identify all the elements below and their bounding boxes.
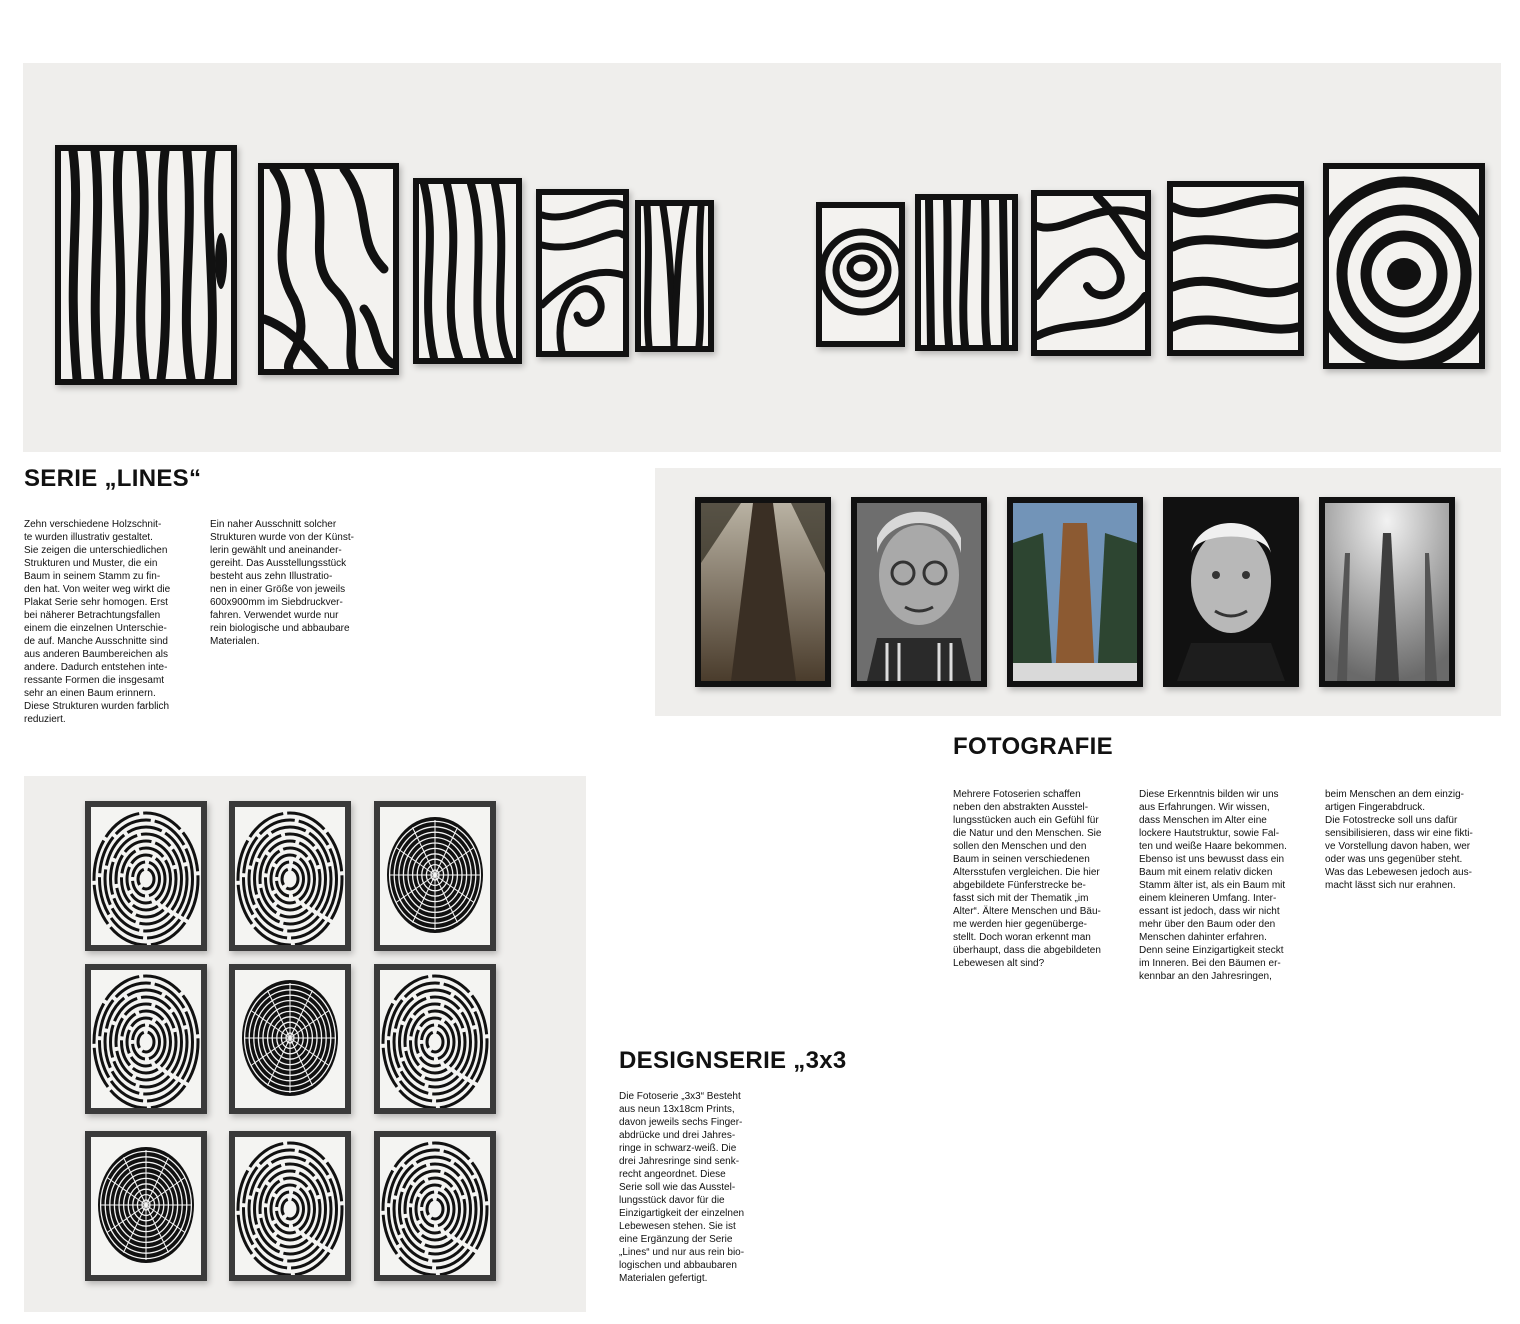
woodcut-print-2 [258, 163, 399, 375]
text-line: einem kleineren Umfang. Inter- [1139, 893, 1277, 904]
text-line: oder was uns gegenüber steht. [1325, 854, 1463, 865]
text-line: abdrücke und drei Jahres- [619, 1130, 736, 1141]
text-line: lungsstück davor für die [619, 1195, 725, 1206]
text-line: bei näherer Betrachtungsfallen [24, 610, 161, 621]
text-line: davon jeweils sechs Finger- [619, 1117, 743, 1128]
text-line: macht lässt sich nur erahnen. [1325, 880, 1456, 891]
text-line: te wurden illustrativ gestaltet. [24, 532, 153, 543]
woodcut-print-3 [413, 178, 522, 364]
text-line: überhaupt, dass die abgebildeten [953, 945, 1101, 956]
text-line: lerin gewählt und aneinander- [210, 545, 342, 556]
woodcut-print-4 [536, 189, 629, 357]
text-line: Alter“. Ältere Menschen und Bäu- [953, 906, 1101, 917]
photo-elderly-man [1163, 497, 1299, 687]
text-line: recht angeordnet. Diese [619, 1169, 726, 1180]
woodcut-print-6 [816, 202, 905, 347]
text-line: ringe in schwarz-weiß. Die [619, 1143, 737, 1154]
text-line: fahren. Verwendet wurde nur [210, 610, 339, 621]
tree-rings-print [374, 801, 496, 951]
text-line: Stamm älter ist, als ein Baum mit [1139, 880, 1286, 891]
text-line: de auf. Manche Ausschnitte sind [24, 636, 168, 647]
text-line: Strukturen wurde von der Künst- [210, 532, 354, 543]
fingerprint-print [374, 1131, 496, 1281]
text-line: rein biologische und abbaubare [210, 623, 350, 634]
foto-text-column-1 [953, 788, 1135, 970]
text-line: Zehn verschiedene Holzschnit- [24, 519, 162, 530]
tree-rings-print [229, 964, 351, 1114]
lines-wall-image [23, 63, 1501, 452]
photo-tree [695, 497, 831, 687]
text-line: aus Erfahrungen. Wir wissen, [1139, 802, 1270, 813]
text-line: besteht aus zehn Illustratio- [210, 571, 333, 582]
text-line: eine Ergänzung der Serie [619, 1234, 733, 1245]
text-line: ressante Formen die insgesamt [24, 675, 165, 686]
text-line: lungsstücken auch ein Gefühl für [953, 815, 1099, 826]
text-line: lockere Hautstruktur, sowie Fal- [1139, 828, 1280, 839]
foto-section-title: FOTOGRAFIE [953, 733, 1113, 760]
text-line: sollen den Menschen und den [953, 841, 1087, 852]
fingerprint-print [229, 801, 351, 951]
fingerprint-print [85, 964, 207, 1114]
photo-foggy-forest [1319, 497, 1455, 687]
design-section-title: DESIGNSERIE „3x3 [619, 1047, 847, 1074]
text-line: Die Fotostrecke soll uns dafür [1325, 815, 1458, 826]
fingerprint-print [374, 964, 496, 1114]
text-line: kennbar an den Jahresringen, [1139, 971, 1272, 982]
text-line: 600x900mm im Siebdruckver- [210, 597, 343, 608]
fingerprint-print [229, 1131, 351, 1281]
text-line: die Natur und den Menschen. Sie [953, 828, 1102, 839]
text-line: „Lines“ und nur aus rein bio- [619, 1247, 745, 1258]
text-line: Lebewesen stehen. Sie ist [619, 1221, 736, 1232]
text-line: ten und weiße Haare bekommen. [1139, 841, 1287, 852]
text-line: Plakat Serie sehr homogen. Erst [24, 597, 168, 608]
photo-wall-image [655, 468, 1501, 716]
text-line: im Inneren. Bei den Bäumen er- [1139, 958, 1281, 969]
text-line: Diese Erkenntnis bilden wir uns [1139, 789, 1279, 800]
text-line: reduziert. [24, 714, 66, 725]
text-line: Altersstufen vergleichen. Die hier [953, 867, 1100, 878]
woodcut-print-1 [55, 145, 237, 385]
text-line: ve Vorstellung davon haben, wer [1325, 841, 1471, 852]
text-line: Serie soll wie das Ausstel- [619, 1182, 736, 1193]
woodcut-print-9 [1167, 181, 1304, 356]
text-line: Diese Strukturen wurden farblich [24, 701, 170, 712]
text-line: Baum in seinem Stamm zu fin- [24, 571, 161, 582]
text-line: Baum mit einem relativ dicken [1139, 867, 1273, 878]
text-line: einem die einzelnen Unterschie- [24, 623, 167, 634]
text-line: essant ist jedoch, dass wir nicht [1139, 906, 1280, 917]
text-line: Baum in seinen verschiedenen [953, 854, 1090, 865]
text-line: me werden hier gegenüberge- [953, 919, 1087, 930]
fingerprint-print [85, 801, 207, 951]
text-line: sehr an einen Baum erinnern. [24, 688, 156, 699]
woodcut-print-7 [915, 194, 1018, 351]
text-line: Menschen dahinter erfahren. [1139, 932, 1267, 943]
photo-elderly-woman [851, 497, 987, 687]
text-line: Mehrere Fotoserien schaffen [953, 789, 1081, 800]
grid-3x3-wall-image [24, 776, 586, 1312]
woodcut-print-5 [635, 200, 714, 352]
text-line: den hat. Von weiter weg wirkt die [24, 584, 171, 595]
text-line: Ein naher Ausschnitt solcher [210, 519, 337, 530]
woodcut-print-8 [1031, 190, 1151, 356]
text-line: fasst sich mit der Thematik „im [953, 893, 1089, 904]
woodcut-print-10 [1323, 163, 1485, 369]
design-text-column [619, 1090, 789, 1285]
text-line: sensibilisieren, dass wir eine fikti- [1325, 828, 1473, 839]
text-line: beim Menschen an dem einzig- [1325, 789, 1464, 800]
text-line: Die Fotoserie „3x3“ Besteht [619, 1091, 741, 1102]
lines-text-column-1 [24, 518, 204, 726]
lines-section-title: SERIE „LINES“ [24, 465, 202, 492]
text-line: Denn seine Einzigartigkeit steckt [1139, 945, 1284, 956]
tree-rings-print [85, 1131, 207, 1281]
text-line: andere. Dadurch entstehen inte- [24, 662, 168, 673]
text-line: dass Menschen im Alter eine [1139, 815, 1267, 826]
text-line: nen in einer Größe von jeweils [210, 584, 346, 595]
photo-sequoia [1007, 497, 1143, 687]
text-line: aus neun 13x18cm Prints, [619, 1104, 735, 1115]
text-line: Sie zeigen die unterschiedlichen [24, 545, 168, 556]
text-line: drei Jahresringe sind senk- [619, 1156, 740, 1167]
text-line: gereiht. Das Ausstellungsstück [210, 558, 347, 569]
foto-text-column-3 [1325, 788, 1507, 892]
text-line: artigen Fingerabdruck. [1325, 802, 1426, 813]
text-line: logischen und abbaubaren [619, 1260, 737, 1271]
text-line: neben den abstrakten Ausstel- [953, 802, 1089, 813]
text-line: mehr über den Baum oder den [1139, 919, 1276, 930]
text-line: aus anderen Baumbereichen als [24, 649, 168, 660]
foto-text-column-2 [1139, 788, 1321, 983]
text-line: Ebenso ist uns bewusst dass ein [1139, 854, 1285, 865]
text-line: Was das Lebewesen jedoch aus- [1325, 867, 1472, 878]
text-line: abgebildete Fünferstrecke be- [953, 880, 1086, 891]
text-line: Strukturen und Muster, die ein [24, 558, 158, 569]
text-line: Lebewesen alt sind? [953, 958, 1045, 969]
text-line: Einzigartigkeit der einzelnen [619, 1208, 745, 1219]
lines-text-column-2 [210, 518, 390, 648]
text-line: stellt. Doch woran erkennt man [953, 932, 1091, 943]
text-line: Materialen gefertigt. [619, 1273, 708, 1284]
text-line: Materialen. [210, 636, 260, 647]
